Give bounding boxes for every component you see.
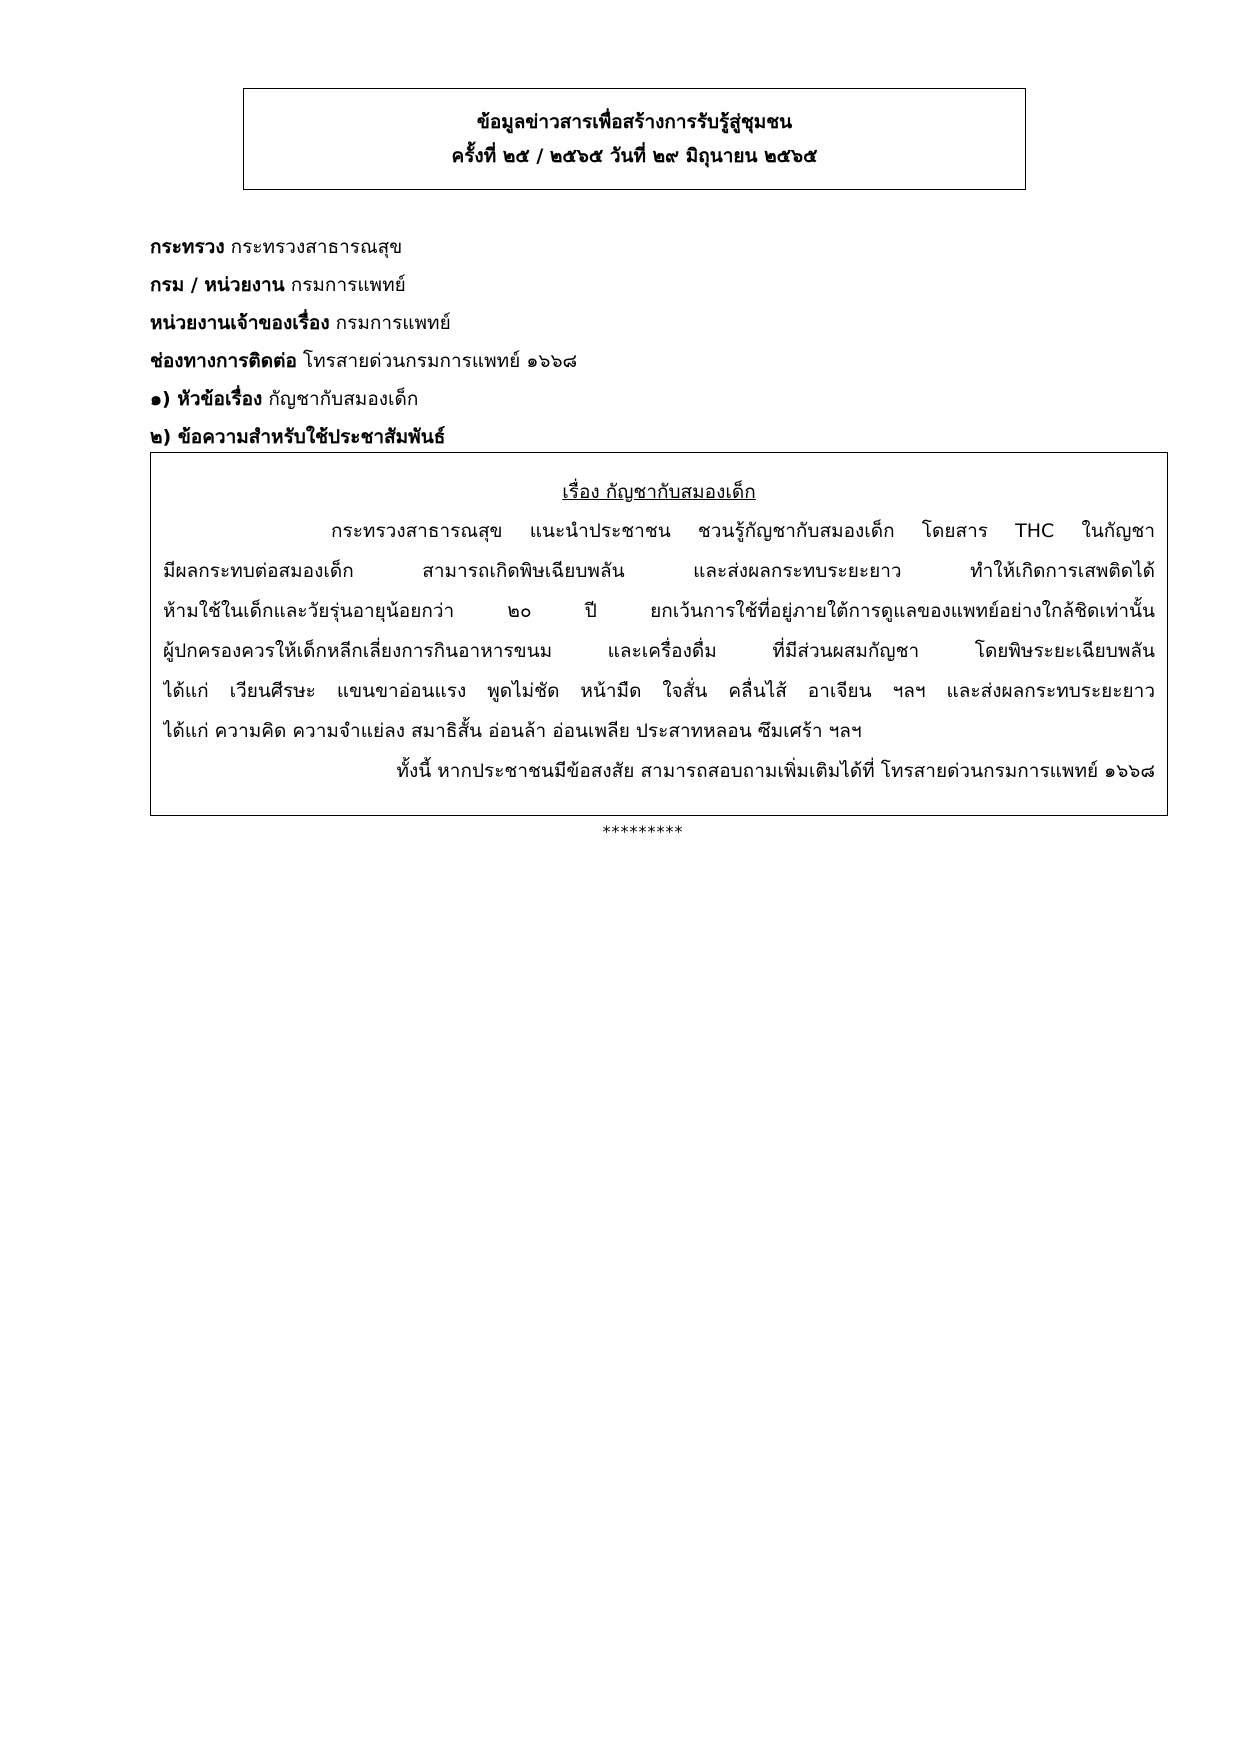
ministry-value: กระทรวงสาธารณสุข bbox=[230, 236, 403, 258]
topic-label: ๑) หัวข้อเรื่อง bbox=[150, 388, 263, 410]
info-row-owner bbox=[150, 304, 1090, 342]
press-release-box bbox=[150, 452, 1168, 816]
topic-value: กัญชากับสมองเด็ก bbox=[268, 388, 419, 410]
press-release-line: ได้แก่ เวียนศีรษะ แขนขาอ่อนแรง พูดไม่ชัด หน้ามืด ใจสั่น คลื่นไส้ อาเจียน ฯลฯ และส่งผลกระทบระยะยาว bbox=[163, 680, 1155, 702]
document-issue-line: ครั้งที่ ๒๕ / ๒๕๖๕ วันที่ ๒๙ มิถุนายน ๒๕๖๕ bbox=[451, 145, 818, 167]
press-release-title: เรื่อง กัญชากับสมองเด็ก bbox=[562, 481, 756, 503]
press-release-closing-line: ทั้งนี้ หากประชาชนมีข้อสงสัย สามารถสอบถามเพิ่มเติมได้ที่ โทรสายด่วนกรมการแพทย์ ๑๖๖๘ bbox=[396, 760, 1155, 782]
info-row-ministry bbox=[150, 228, 1090, 266]
info-row-topic bbox=[150, 380, 1090, 418]
press-release-line: ผู้ปกครองควรให้เด็กหลีกเลี่ยงการกินอาหารขนม และเครื่องดื่ม ที่มีส่วนผสมกัญชา โดยพิษระยะเฉียบพลัน bbox=[163, 640, 1155, 662]
info-row-contact bbox=[150, 342, 1090, 380]
department-value: กรมการแพทย์ bbox=[290, 274, 406, 296]
owner-value: กรมการแพทย์ bbox=[335, 312, 451, 334]
press-release-line: ห้ามใช้ในเด็กและวัยรุ่นอายุน้อยกว่า ๒๐ ปี ยกเว้นการใช้ที่อยู่ภายใต้การดูแลของแพทย์อย่างใกล้ชิดเท่านั้น bbox=[163, 600, 1155, 622]
info-row-department bbox=[150, 266, 1090, 304]
contact-label: ช่องทางการติดต่อ bbox=[150, 350, 297, 372]
document-info-section bbox=[150, 228, 1090, 456]
department-label: กรม / หน่วยงาน bbox=[150, 274, 285, 296]
press-release-line: มีผลกระทบต่อสมองเด็ก สามารถเกิดพิษเฉียบพลัน และส่งผลกระทบระยะยาว ทำให้เกิดการเสพติดได้ bbox=[163, 560, 1155, 582]
ministry-label: กระทรวง bbox=[150, 236, 225, 258]
press-release-line: ได้แก่ ความคิด ความจำแย่ลง สมาธิสั้น อ่อนล้า อ่อนเพลีย ประสาทหลอน ซึมเศร้า ฯลฯ bbox=[163, 720, 862, 742]
document-title: ข้อมูลข่าวสารเพื่อสร้างการรับรู้สู่ชุมชน bbox=[476, 111, 793, 133]
contact-value: โทรสายด่วนกรมการแพทย์ ๑๖๖๘ bbox=[302, 350, 578, 372]
pr-label: ๒) ข้อความสำหรับใช้ประชาสัมพันธ์ bbox=[150, 426, 446, 448]
info-row-pr-label bbox=[150, 418, 1090, 456]
document-header-box bbox=[243, 88, 1026, 190]
end-of-document-mark: ********* bbox=[602, 822, 684, 841]
owner-label: หน่วยงานเจ้าของเรื่อง bbox=[150, 312, 330, 334]
press-release-line: กระทรวงสาธารณสุข แนะนำประชาชน ชวนรู้กัญชากับสมองเด็ก โดยสาร THC ในกัญชา bbox=[331, 520, 1155, 542]
